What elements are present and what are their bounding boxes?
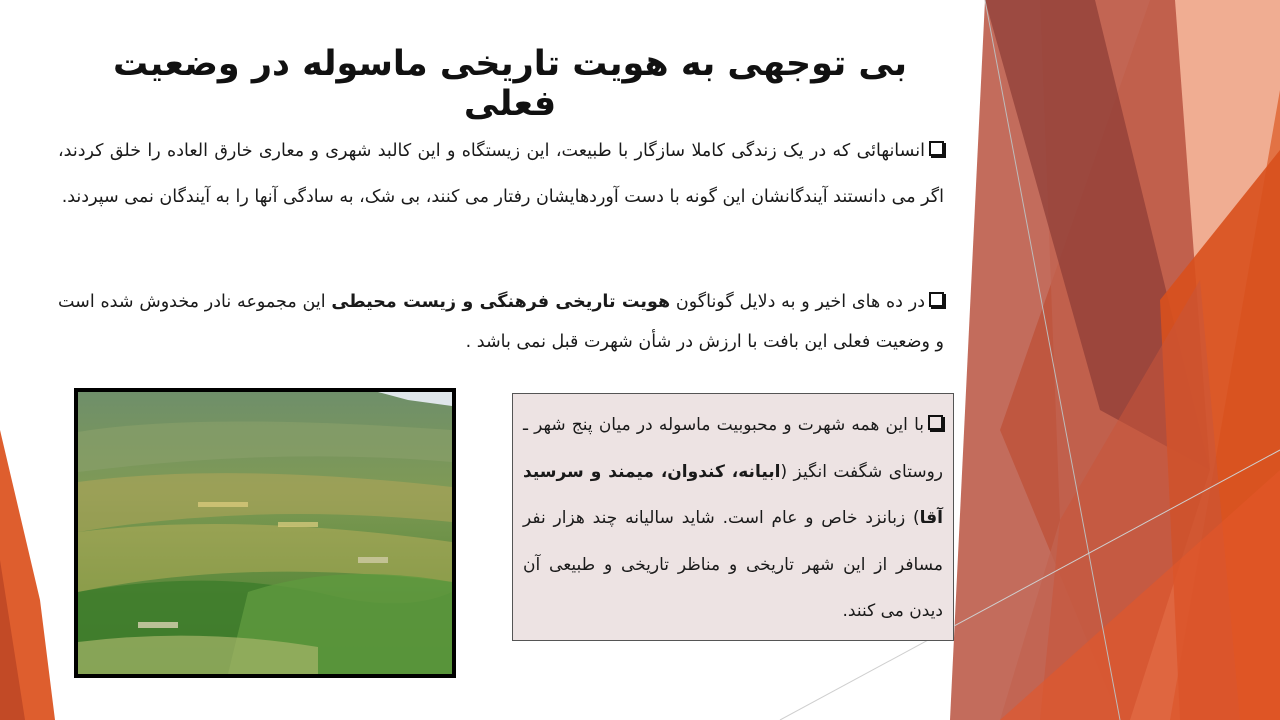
paragraph-2 (58, 282, 944, 362)
checkbox-bullet-icon (928, 415, 943, 430)
box-text-start: با این همه شهرت و محبوبیت ماسوله در میان پنج شهر ـ روستای شگفت انگیز ( (523, 415, 943, 482)
paragraph-1-text: انسانهائی که در یک زندگی کاملا سازگار با طبیعت، این زیستگاه و این کالبد شهری و معاری خارق العاده را خلق کردند، اگر می دانستند آیندگانشان این گونه با دست آوردهایشان رفتار می کنند، بی شک، به سادگی آنها را به آیندگان نمی سپردند. (58, 141, 944, 207)
highlight-text-box (512, 393, 954, 641)
masuleh-village-photo (78, 392, 452, 674)
paragraph-1 (58, 128, 944, 220)
checkbox-bullet-icon (929, 292, 944, 307)
slide-title: بی توجهی به هویت تاریخی ماسوله در وضعیت فعلی (113, 44, 907, 124)
paragraph-2-text-end: این مجموعه نادر مخدوش شده است و وضعیت فعلی این بافت با ارزش در شأن شهرت قبل نمی باشد . (58, 292, 944, 352)
box-bold-text: ابیانه، کندوان، میمند و سرسید آقا (523, 461, 943, 528)
masuleh-photo-frame (74, 388, 456, 678)
box-text-end: ) زبانزد خاص و عام است. شاید سالیانه چند هزار نفر مسافر از این شهر تاریخی و مناظر تاریخی و طبیعی آن دیدن می کنند. (523, 508, 943, 621)
checkbox-bullet-icon (929, 141, 944, 156)
paragraph-2-bold-text: هویت تاریخی فرهنگی و زیست محیطی (331, 292, 671, 312)
paragraph-2-text-start: در ده های اخیر و به دلایل گوناگون (670, 292, 925, 312)
